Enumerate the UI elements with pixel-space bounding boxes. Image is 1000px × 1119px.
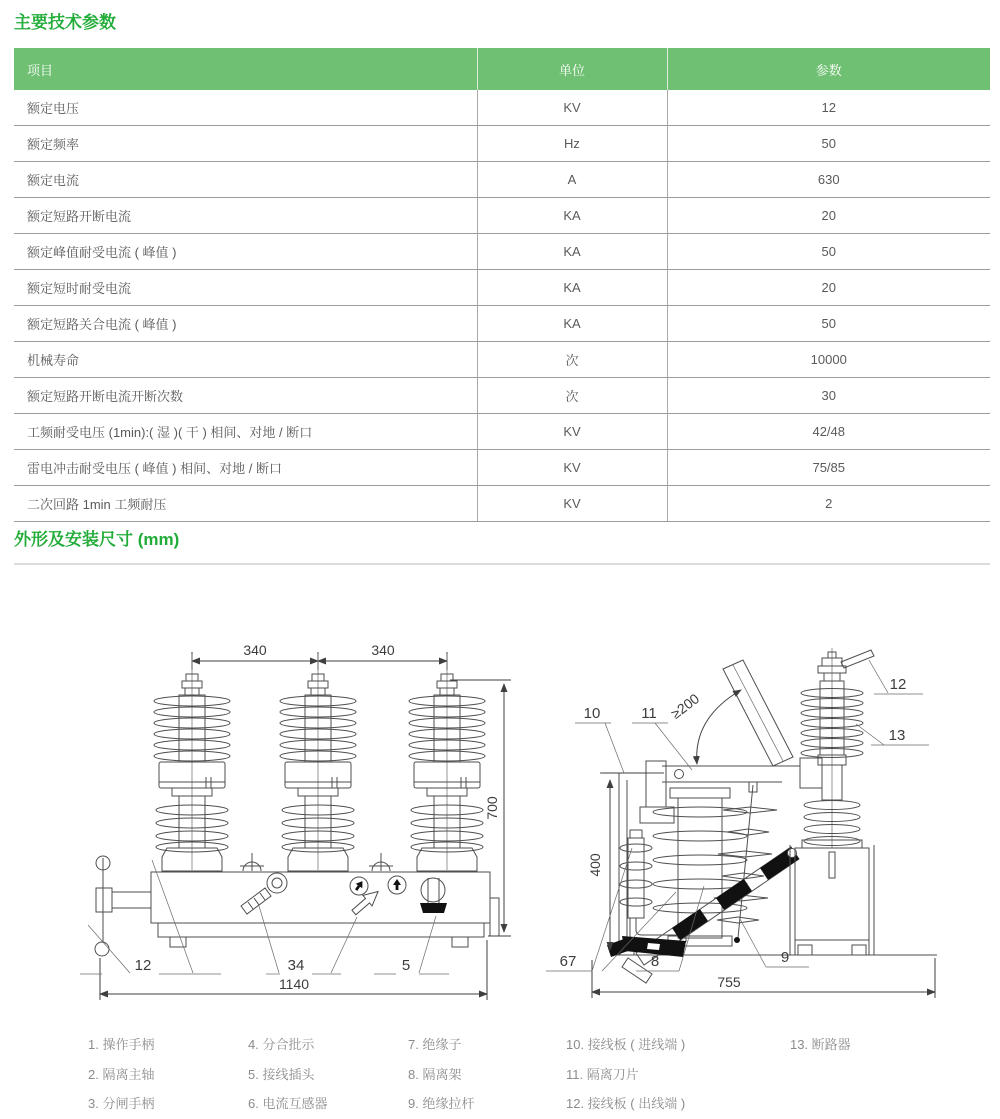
param-value-cell: 75/85: [667, 450, 990, 486]
table-row: [14, 234, 990, 270]
col-header-unit: 单位: [477, 48, 667, 90]
param-unit-cell: KA: [477, 270, 667, 306]
param-item-cell: 额定峰值耐受电流 ( 峰值 ): [14, 234, 477, 270]
param-value-cell: 30: [667, 378, 990, 414]
param-unit-cell: KA: [477, 198, 667, 234]
param-item-cell: 雷电冲击耐受电压 ( 峰值 ) 相间、对地 / 断口: [14, 450, 477, 486]
param-item-cell: 额定电流: [14, 162, 477, 198]
table-row: [14, 306, 990, 342]
dim-angle-200: ≥200: [667, 690, 703, 722]
param-value-cell: 50: [667, 126, 990, 162]
pole-insulator-right: [409, 654, 485, 871]
label-11-blade: 11: [641, 705, 657, 722]
table-row: [14, 90, 990, 126]
breaker-pole: [790, 648, 874, 955]
legend-item: 8. 隔离架: [408, 1066, 462, 1082]
inlet-terminal-frame: [600, 761, 674, 955]
param-value-cell: 50: [667, 306, 990, 342]
param-unit-cell: KA: [477, 306, 667, 342]
param-value-cell: 630: [667, 162, 990, 198]
outline-drawings: [0, 640, 1000, 1015]
label-8-frame: 8: [650, 953, 660, 970]
side-height-dimension: [587, 773, 648, 950]
wiring-plug: [420, 878, 447, 913]
legend-item: 10. 接线板 ( 进线端 ): [566, 1037, 686, 1052]
open-close-indicator: [349, 876, 406, 918]
legend-item: 6. 电流互感器: [248, 1096, 328, 1111]
table-row: [14, 162, 990, 198]
table-row: [14, 414, 990, 450]
legend-item: 1. 操作手柄: [88, 1037, 155, 1052]
legend-item: 2. 隔离主轴: [88, 1066, 155, 1082]
section-divider: [14, 563, 990, 565]
label-12-outlet: 12: [889, 676, 907, 693]
parameters-table: [14, 48, 990, 522]
param-item-cell: 机械寿命: [14, 342, 477, 378]
legend-item: 13. 断路器: [790, 1037, 851, 1052]
table-row: [14, 198, 990, 234]
dim-340-left: 340: [243, 642, 267, 658]
param-item-cell: 工频耐受电压 (1min):( 湿 )( 干 ) 相间、对地 / 断口: [14, 414, 477, 450]
legend-column-3: [408, 1030, 474, 1119]
param-value-cell: 12: [667, 90, 990, 126]
dim-755: 755: [717, 974, 741, 990]
isolating-knife-blade: [723, 660, 793, 766]
lifting-eye-left: [240, 853, 264, 871]
legend-item: 5. 接线插头: [248, 1066, 315, 1082]
insulated-pull-rod: [607, 847, 799, 983]
param-unit-cell: 次: [477, 378, 667, 414]
table-row: [14, 270, 990, 306]
param-item-cell: 额定频率: [14, 126, 477, 162]
param-unit-cell: A: [477, 162, 667, 198]
param-item-cell: 二次回路 1min 工频耐压: [14, 486, 477, 522]
legend-item: 4. 分合批示: [248, 1037, 315, 1052]
col-header-value: 参数: [667, 48, 990, 90]
lifting-eye-right: [369, 853, 393, 871]
dim-1140: 1140: [278, 976, 310, 992]
dim-340-right: 340: [371, 642, 395, 658]
param-value-cell: 2: [667, 486, 990, 522]
param-unit-cell: 次: [477, 342, 667, 378]
label-12-handle: 12: [134, 957, 152, 974]
param-item-cell: 额定短路关合电流 ( 峰值 ): [14, 306, 477, 342]
legend-column-2: [248, 1030, 327, 1119]
label-13-breaker: 13: [888, 727, 906, 744]
table-row: [14, 126, 990, 162]
side-view: [546, 648, 937, 998]
outlet-terminal-handle: [841, 650, 874, 668]
table-row: [14, 378, 990, 414]
table-header-row: [14, 48, 990, 90]
legend-item: 12. 接线板 ( 出线端 ): [566, 1096, 686, 1111]
label-34-crank: 34: [287, 957, 305, 974]
param-unit-cell: KV: [477, 414, 667, 450]
param-unit-cell: KV: [477, 486, 667, 522]
param-unit-cell: KV: [477, 90, 667, 126]
table-row: [14, 342, 990, 378]
table-row: [14, 486, 990, 522]
label-5-plug: 5: [401, 957, 411, 974]
label-9-rod: 9: [780, 949, 790, 966]
label-67-ct-insulator: 67: [559, 953, 577, 970]
dim-700: 700: [484, 796, 500, 820]
param-value-cell: 20: [667, 198, 990, 234]
dim-400: 400: [587, 853, 603, 877]
legend-column-4: [566, 1030, 685, 1119]
param-unit-cell: Hz: [477, 126, 667, 162]
legend-item: 7. 绝缘子: [408, 1037, 462, 1052]
param-value-cell: 42/48: [667, 414, 990, 450]
param-value-cell: 50: [667, 234, 990, 270]
param-unit-cell: KV: [477, 450, 667, 486]
col-header-item: 项目: [14, 48, 477, 90]
legend-item: 9. 绝缘拉杆: [408, 1096, 475, 1111]
param-value-cell: 10000: [667, 342, 990, 378]
param-value-cell: 20: [667, 270, 990, 306]
operating-handle: [95, 856, 151, 956]
param-item-cell: 额定短路开断电流开断次数: [14, 378, 477, 414]
legend-column-1: [88, 1030, 154, 1119]
param-item-cell: 额定电压: [14, 90, 477, 126]
front-pitch-dimension: [192, 642, 447, 670]
crank-handle: [241, 873, 287, 914]
legend-item: 3. 分闸手柄: [88, 1096, 155, 1111]
mechanism-box: [151, 872, 499, 947]
front-view: [80, 642, 511, 1000]
legend-column-5: [790, 1030, 851, 1060]
section-title-dimensions: 外形及安装尺寸 (mm): [14, 530, 180, 549]
param-item-cell: 额定短路开断电流: [14, 198, 477, 234]
param-unit-cell: KA: [477, 234, 667, 270]
pole-insulator-left: [154, 654, 230, 871]
section-title-parameters: 主要技术参数: [14, 13, 116, 32]
label-10-inlet: 10: [583, 705, 601, 722]
pole-insulator-middle: [280, 654, 356, 871]
legend-item: 11. 隔离刀片: [566, 1066, 639, 1082]
table-row: [14, 450, 990, 486]
param-item-cell: 额定短时耐受电流: [14, 270, 477, 306]
